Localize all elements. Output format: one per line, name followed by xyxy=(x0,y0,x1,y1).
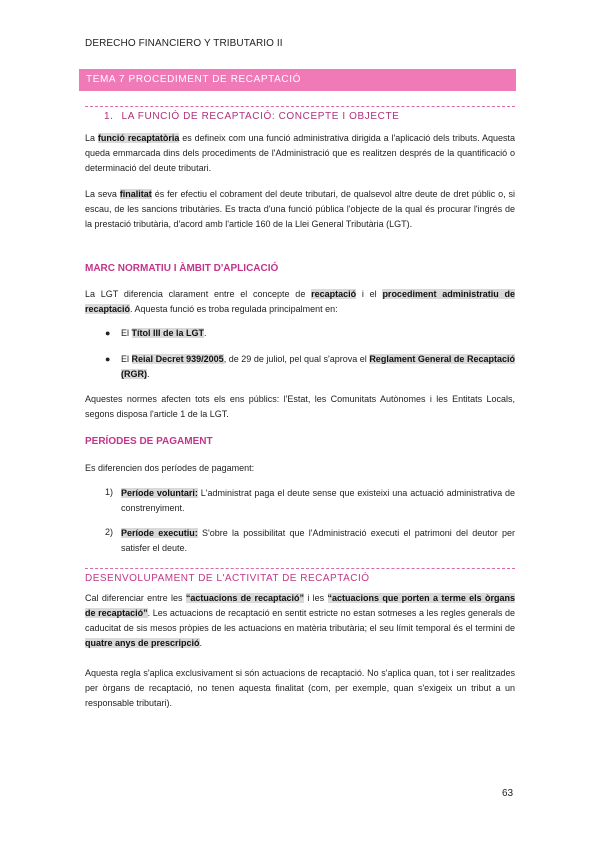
page-number: 63 xyxy=(502,788,514,799)
highlighted-term: quatre anys de prescripció xyxy=(85,638,200,648)
running-header: DERECHO FINANCIERO Y TRIBUTARIO II xyxy=(85,38,283,49)
section-title: LA FUNCIÓ DE RECAPTACIÓ: CONCEPTE I OBJECTE xyxy=(121,111,400,122)
text-run: . xyxy=(199,638,203,648)
tema-title-bar: TEMA 7 PROCEDIMENT DE RECAPTACIÓ xyxy=(79,69,516,91)
text-run: . xyxy=(147,369,150,379)
text-run: La seva xyxy=(85,189,120,199)
highlighted-term: procediment administratiu de recaptació xyxy=(85,289,515,314)
bullet-marker: ● xyxy=(105,354,111,364)
highlighted-term: Reglament General de Recaptació (RGR) xyxy=(121,354,515,379)
section-number: 1. xyxy=(104,111,114,122)
paragraph-regla: Aquesta regla s'aplica exclusivament si són actuacions de recaptació. No s'aplica quan, tot i ser realitzades per òrgans de recaptació, no tenen aquesta finalitat (com, per exemple, quan s'exigeix un tribut a un responsable tributari). xyxy=(85,668,515,708)
highlighted-term: Període executiu: xyxy=(121,528,198,538)
highlighted-term: “actuacions de recaptació” xyxy=(185,593,305,603)
list-number: 1) xyxy=(105,487,114,497)
text-run: L'administrat paga el deute sense que existeixi una actuació administrativa de constrenyiment. xyxy=(121,488,516,513)
subheading-marc-normatiu: MARC NORMATIU I ÀMBIT D'APLICACIÓ xyxy=(85,263,279,274)
text-run: El xyxy=(121,328,132,338)
text-run: és fer efectiu el cobrament del deute tributari, de qualsevol altre deute de dret públic o, si escau, de les sancions tributàries. Es tracta d'una funció pública l'objecte de la qual és procurar l'ingrés de la prestació tributària, d'acord amb l'article 160 de la Llei General Tributària (LGT). xyxy=(85,189,515,229)
text-run: i les xyxy=(304,593,328,603)
list-number: 2) xyxy=(105,527,114,537)
period-item xyxy=(121,486,515,516)
bullet-item xyxy=(121,352,515,382)
highlighted-term: finalitat xyxy=(119,189,152,199)
text-run: S'obre la possibilitat que l'Administració executi el patrimoni del deutor per satisfer el deute. xyxy=(121,528,515,553)
highlighted-term: “actuacions que porten a terme els òrgans de recaptació” xyxy=(85,593,516,618)
text-run: . xyxy=(204,328,207,338)
highlighted-term: recaptació xyxy=(311,289,357,299)
text-run: Cal diferenciar entre les xyxy=(85,593,186,603)
paragraph-finalitat xyxy=(85,187,515,232)
paragraph-funcio xyxy=(85,131,515,176)
bullet-item xyxy=(121,326,515,341)
section-divider xyxy=(85,106,515,107)
text-run: La xyxy=(85,133,98,143)
bullet-marker: ● xyxy=(105,328,111,338)
paragraph-lgt xyxy=(85,287,515,317)
text-run: , de 29 de juliol, pel qual s'aprova el xyxy=(223,354,370,364)
text-run: . Aquesta funció es troba regulada principalment en: xyxy=(130,304,338,314)
section-divider xyxy=(85,568,515,569)
text-run: i el xyxy=(356,289,383,299)
section-1-heading xyxy=(104,111,399,122)
highlighted-term: Títol III de la LGT xyxy=(131,328,205,338)
text-run: es defineix com una funció administrativa dirigida a l'aplicació dels tributs. Aquesta queda emmarcada dins dels procediments de l'Administració que es realitzen després de la quantificació o determinació del deute tributari. xyxy=(85,133,515,173)
period-item xyxy=(121,526,515,556)
highlighted-term: funció recaptatòria xyxy=(97,133,180,143)
paragraph-periodes-intro: Es diferencien dos períodes de pagament: xyxy=(85,463,255,473)
section-2-heading: DESENVOLUPAMENT DE L'ACTIVITAT DE RECAPTACIÓ xyxy=(85,573,370,584)
paragraph-actuacions xyxy=(85,591,515,651)
subheading-periodes: PERÍODES DE PAGAMENT xyxy=(85,436,213,447)
text-run: La LGT diferencia clarament entre el concepte de xyxy=(85,289,312,299)
highlighted-term: Període voluntari: xyxy=(121,488,198,498)
highlighted-term: Reial Decret 939/2005 xyxy=(131,354,224,364)
text-run: El xyxy=(121,354,132,364)
paragraph-normes: Aquestes normes afecten tots els ens públics: l'Estat, les Comunitats Autònomes i les Entitats Locals, segons disposa l'article 1 de la LGT. xyxy=(85,394,515,419)
text-run: . Les actuacions de recaptació en sentit estricte no estan sotmeses a les regles generals de caducitat de sis mesos pròpies de les actuacions en matèria tributària; el seu límit temporal és el termini de xyxy=(85,608,515,633)
